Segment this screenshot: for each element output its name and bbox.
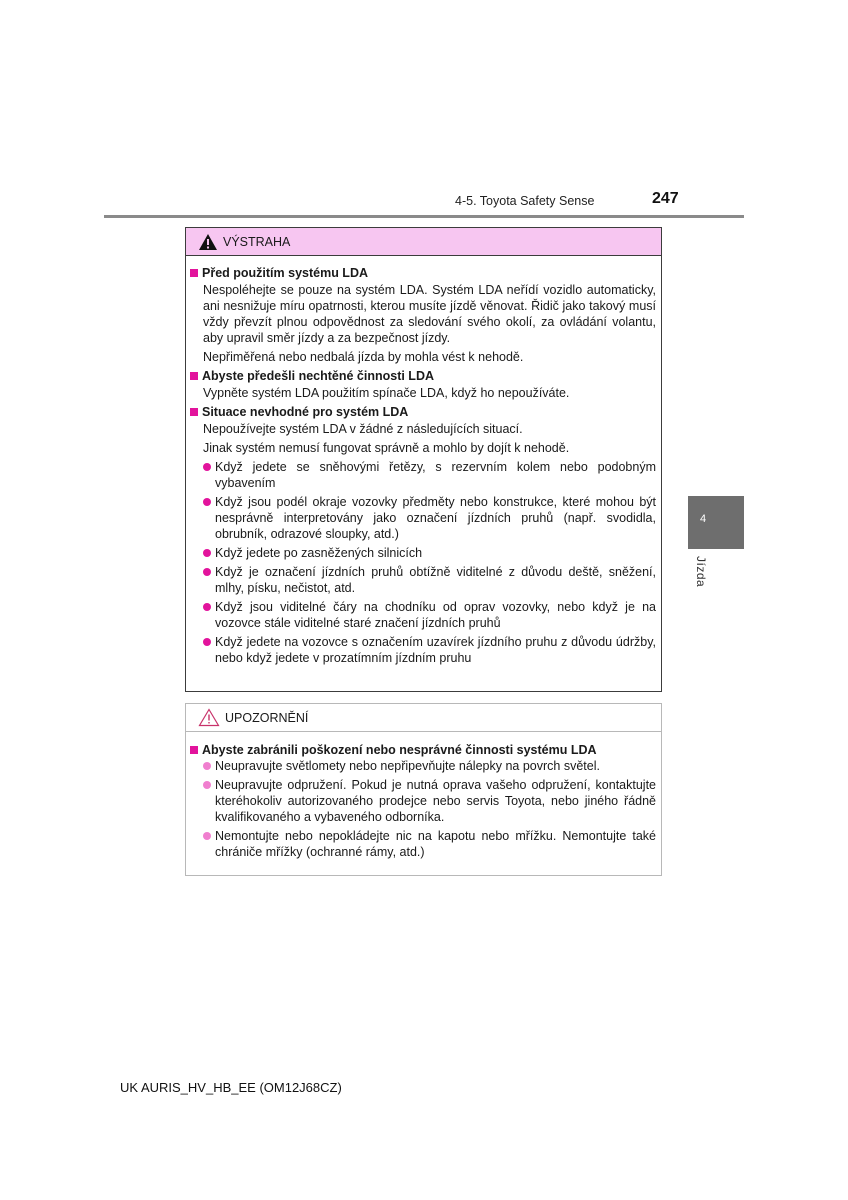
list-item: Nemontujte nebo nepokládejte nic na kapotu nebo mřížku. Nemontujte také chrániče mřížky (ochranné rámy, atd.) bbox=[203, 828, 656, 860]
list-item: Když jsou viditelné čáry na chodníku od oprav vozovky, nebo když je na vozovce stále viditelné staré značení jízdních pruhů bbox=[203, 599, 656, 631]
warning-content bbox=[186, 256, 661, 666]
bullet-dot-icon bbox=[203, 762, 211, 770]
header-rule bbox=[104, 215, 744, 218]
footer-document-code: UK AURIS_HV_HB_EE (OM12J68CZ) bbox=[120, 1080, 342, 1095]
list-item: Neupravujte odpružení. Pokud je nutná oprava vašeho odpružení, kontaktujte kteréhokoliv autorizovaného prodejce nebo servis Toyota, nebo jiného řádně kvalifikovaného a vybaveného odborníka. bbox=[203, 777, 656, 825]
list-item: Když jedete na vozovce s označením uzavírek jízdního pruhu z důvodu údržby, nebo když jedete v prozatímním jízdním pruhu bbox=[203, 634, 656, 666]
bullet-dot-icon bbox=[203, 549, 211, 557]
caution-header bbox=[186, 704, 661, 732]
chapter-tab bbox=[688, 496, 744, 549]
bullet-dot-icon bbox=[203, 638, 211, 646]
bullet-dot-icon bbox=[203, 463, 211, 471]
section-title: Před použitím systému LDA bbox=[190, 265, 656, 281]
header-section-title: 4-5. Toyota Safety Sense bbox=[455, 194, 595, 208]
bullet-dot-icon bbox=[203, 498, 211, 506]
caution-triangle-icon bbox=[198, 708, 220, 727]
caution-box bbox=[185, 703, 662, 876]
square-bullet-icon bbox=[190, 746, 198, 754]
warning-box bbox=[185, 227, 662, 692]
warning-triangle-icon bbox=[198, 233, 218, 251]
caution-content bbox=[186, 732, 661, 860]
warning-header bbox=[186, 228, 661, 256]
square-bullet-icon bbox=[190, 269, 198, 277]
paragraph: Nepřiměřená nebo nedbalá jízda by mohla vést k nehodě. bbox=[203, 350, 524, 364]
bullet-dot-icon bbox=[203, 781, 211, 789]
list-item: Neupravujte světlomety nebo nepřipevňujte nálepky na povrch světel. bbox=[203, 758, 656, 774]
bullet-dot-icon bbox=[203, 568, 211, 576]
square-bullet-icon bbox=[190, 372, 198, 380]
list-item: Když je označení jízdních pruhů obtížně viditelné z důvodu deště, sněžení, mlhy, písku, nečistot, atd. bbox=[203, 564, 656, 596]
paragraph: Jinak systém nemusí fungovat správně a mohlo by dojít k nehodě. bbox=[203, 441, 570, 455]
caution-title: UPOZORNĚNÍ bbox=[225, 710, 309, 725]
square-bullet-icon bbox=[190, 408, 198, 416]
warning-title: VÝSTRAHA bbox=[223, 234, 291, 249]
list-item: Když jedete se sněhovými řetězy, s rezervním kolem nebo podobným vybavením bbox=[203, 459, 656, 491]
bullet-dot-icon bbox=[203, 832, 211, 840]
paragraph: Nepoužívejte systém LDA v žádné z následujících situací. bbox=[203, 422, 523, 436]
section-title: Abyste zabránili poškození nebo nesprávné činnosti systému LDA bbox=[190, 742, 656, 758]
paragraph: Vypněte systém LDA použitím spínače LDA, když ho nepoužíváte. bbox=[203, 386, 570, 400]
chapter-name: Jízda bbox=[694, 556, 708, 588]
section-title: Situace nevhodné pro systém LDA bbox=[190, 404, 656, 420]
paragraph: Nespoléhejte se pouze na systém LDA. Systém LDA neřídí vozidlo automaticky, ani nesnižuje míru opatrnosti, kterou musíte jízdě věnovat. Řidič jako takový musí vždy převzít plnou odpovědnost za sledování svého okolí, za ovládání volantu, aby upravil směr jízdy a za bezpečnost jízdy. bbox=[203, 283, 656, 345]
list-item: Když jedete po zasněžených silnicích bbox=[203, 545, 656, 561]
bullet-dot-icon bbox=[203, 603, 211, 611]
page-number: 247 bbox=[652, 190, 679, 207]
chapter-number: 4 bbox=[700, 513, 707, 525]
section-title: Abyste předešli nechtěné činnosti LDA bbox=[190, 368, 656, 384]
list-item: Když jsou podél okraje vozovky předměty nebo konstrukce, které mohou být nesprávně interpretovány jako označení jízdních pruhů (např. svodidla, obrubník, odrazové sloupky, atd.) bbox=[203, 494, 656, 542]
